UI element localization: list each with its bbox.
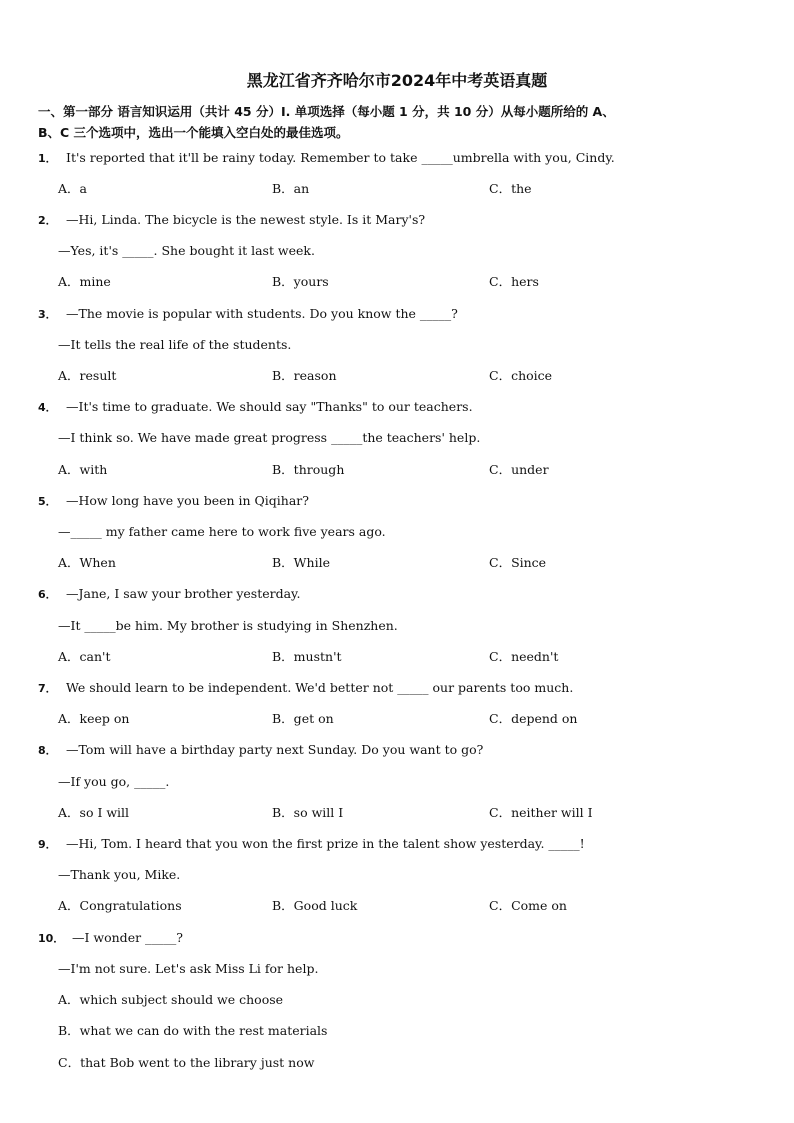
- question-3: [38, 306, 458, 323]
- option-a: A．which subject should we choose: [58, 992, 284, 1007]
- section-instruction-line-2: B、C 三个选项中，选出一个能填入空白处的最佳选项。: [38, 125, 349, 140]
- question-number: 8．: [38, 744, 57, 757]
- option-c: C．depend on: [489, 711, 578, 726]
- option-b: B．an: [272, 181, 310, 196]
- question-stem: —I wonder _____?: [72, 930, 183, 945]
- option-a: A．so I will: [58, 805, 130, 820]
- page-title: 黑龙江省齐齐哈尔市2024年中考英语真题: [246, 71, 548, 90]
- question-number: 10．: [38, 932, 65, 945]
- question-number: 5．: [38, 495, 57, 508]
- question-number: 3．: [38, 308, 57, 321]
- option-b: B．While: [272, 555, 330, 570]
- question-7: [38, 680, 573, 697]
- section-instruction-line-1: 一、第一部分 语言知识运用（共计 45 分）Ⅰ. 单项选择（每小题 1 分，共 10 分）从每小题所给的 A、: [38, 104, 615, 119]
- question-number: 4．: [38, 401, 57, 414]
- option-a: A．keep on: [58, 711, 130, 726]
- question-stem: —Hi, Tom. I heard that you won the first prize in the talent show yesterday. _____!: [66, 836, 585, 851]
- option-c: C．that Bob went to the library just now: [58, 1055, 315, 1070]
- option-b: B．mustn't: [272, 649, 342, 664]
- dialogue-line: —I think so. We have made great progress _____the teachers' help.: [58, 430, 481, 445]
- question-8: [38, 742, 483, 759]
- question-stem: —How long have you been in Qiqihar?: [66, 493, 309, 508]
- question-number: 7．: [38, 682, 57, 695]
- question-number: 2．: [38, 214, 57, 227]
- option-a: A．result: [58, 368, 117, 383]
- option-a: A．with: [58, 462, 108, 477]
- option-c: C．needn't: [489, 649, 559, 664]
- option-a: A．a: [58, 181, 87, 196]
- question-6: [38, 586, 300, 603]
- option-a: A．can't: [58, 649, 111, 664]
- dialogue-line: —If you go, _____.: [58, 774, 170, 789]
- dialogue-line: —I'm not sure. Let's ask Miss Li for help.: [58, 961, 319, 976]
- question-5: [38, 493, 309, 510]
- option-b: B．reason: [272, 368, 337, 383]
- option-a: A．mine: [58, 274, 111, 289]
- option-c: C．neither will I: [489, 805, 593, 820]
- question-10: [38, 930, 183, 947]
- question-4: [38, 399, 473, 416]
- question-9: [38, 836, 585, 853]
- section-instructions: [38, 101, 768, 143]
- dialogue-line: —It _____be him. My brother is studying in Shenzhen.: [58, 618, 398, 633]
- option-c: C．the: [489, 181, 532, 196]
- dialogue-line: —Thank you, Mike.: [58, 867, 181, 882]
- option-a: A．When: [58, 555, 116, 570]
- option-a: A．Congratulations: [58, 898, 182, 913]
- question-stem: —Hi, Linda. The bicycle is the newest style. Is it Mary's?: [66, 212, 426, 227]
- question-stem: —Tom will have a birthday party next Sunday. Do you want to go?: [66, 742, 484, 757]
- question-1: [38, 150, 615, 167]
- question-number: 1．: [38, 152, 57, 165]
- option-b: B．through: [272, 462, 345, 477]
- question-stem: —Jane, I saw your brother yesterday.: [66, 586, 301, 601]
- option-c: C．under: [489, 462, 549, 477]
- question-number: 9．: [38, 838, 57, 851]
- option-b: B．so will I: [272, 805, 344, 820]
- option-b: B．get on: [272, 711, 334, 726]
- question-stem: —The movie is popular with students. Do you know the _____?: [66, 306, 458, 321]
- option-c: C．choice: [489, 368, 553, 383]
- option-b: B．yours: [272, 274, 329, 289]
- option-c: C．hers: [489, 274, 539, 289]
- option-b: B．Good luck: [272, 898, 358, 913]
- question-stem: —It's time to graduate. We should say "Thanks" to our teachers.: [66, 399, 473, 414]
- question-stem: We should learn to be independent. We'd better not _____ our parents too much.: [66, 680, 574, 695]
- question-2: [38, 212, 425, 229]
- dialogue-line: —It tells the real life of the students.: [58, 337, 292, 352]
- option-b: B．what we can do with the rest materials: [58, 1023, 328, 1038]
- question-number: 6．: [38, 588, 57, 601]
- dialogue-line: —_____ my father came here to work five years ago.: [58, 524, 386, 539]
- dialogue-line: —Yes, it's _____. She bought it last week.: [58, 243, 315, 258]
- question-stem: It's reported that it'll be rainy today. Remember to take _____umbrella with you, Cindy.: [66, 150, 615, 165]
- option-c: C．Come on: [489, 898, 567, 913]
- option-c: C．Since: [489, 555, 547, 570]
